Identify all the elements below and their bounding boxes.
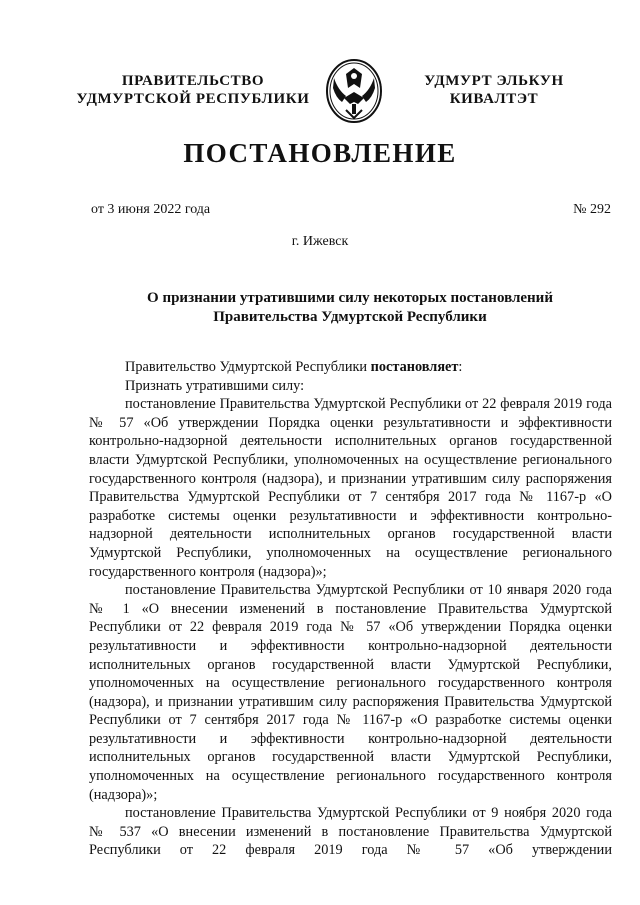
header-right-line1: УДМУРТ ЭЛЬКУН: [424, 73, 564, 89]
intro-verb: постановляет: [370, 359, 459, 375]
item-paragraph-2: постановление Правительства Удмуртской Республики от 10 января 2020 года № 1 «О внесении изменений в постановление Правительства Удмуртской Республики от 22 февраля 2019 года № 57 «Об утверждении Порядка оценки результативности и эффективности контрольно-надзорной деятельности исполнительных органов государственной власти Удмуртской Республики, уполномоченных на осуществление регионального государственного контроля (надзора), и признании утратившим силу распоряжения Правительства Удмуртской Республики от 7 сентября 2017 года № 1167-р «О разработке системы оценки результативности и эффективности контрольно-надзорной деятельности исполнительных органов государственной власти Удмуртской Республики, уполномоченных на осуществление регионального государственного контроля (надзора)»;: [89, 582, 612, 803]
document-type: ПОСТАНОВЛЕНИЕ: [183, 138, 457, 168]
header-left-line2: УДМУРТСКОЙ РЕСПУБЛИКИ: [76, 91, 310, 107]
coat-of-arms-icon: [324, 58, 384, 124]
header-left-line1: ПРАВИТЕЛЬСТВО: [121, 73, 265, 89]
header-right: [404, 72, 584, 108]
title-line1: О признании утратившими силу некоторых постановлений: [147, 290, 553, 306]
recognize-paragraph: Признать утратившими силу:: [125, 377, 305, 394]
document-city: г. Ижевск: [291, 234, 349, 249]
intro-paragraph: [89, 358, 612, 377]
document-date: от 3 июня 2022 года: [91, 202, 211, 217]
item-paragraph-1: постановление Правительства Удмуртской Республики от 22 февраля 2019 года № 57 «Об утверждении Порядка оценки результативности и эффективности контрольно-надзорной деятельности исполнительных органов государственной власти Удмуртской Республики, уполномоченных на осуществление регионального государственного контроля (надзора), и признании утратившим силу распоряжения Правительства Удмуртской Республики от 7 сентября 2017 года № 1167-р «О разработке системы оценки результативности и эффективности контрольно-надзорной деятельности исполнительных органов государственной власти Удмуртской Республики, уполномоченных на осуществление регионального государственного контроля (надзора)»;: [89, 396, 612, 580]
intro-colon: :: [458, 359, 463, 375]
document-title: [100, 289, 600, 327]
header-left: [74, 72, 312, 108]
item-paragraph-3: постановление Правительства Удмуртской Республики от 9 ноября 2020 года № 537 «О внесении изменений в постановление Правительства Удмуртской Республики от 22 февраля 2019 года № 57 «Об утверждении: [89, 805, 612, 859]
document-body: [89, 358, 612, 860]
document-number: № 292: [573, 202, 611, 217]
title-line2: Правительства Удмуртской Республики: [213, 309, 487, 325]
intro-text: Правительство Удмуртской Республики: [125, 359, 371, 375]
header-right-line2: КИВАЛТЭТ: [449, 91, 539, 107]
